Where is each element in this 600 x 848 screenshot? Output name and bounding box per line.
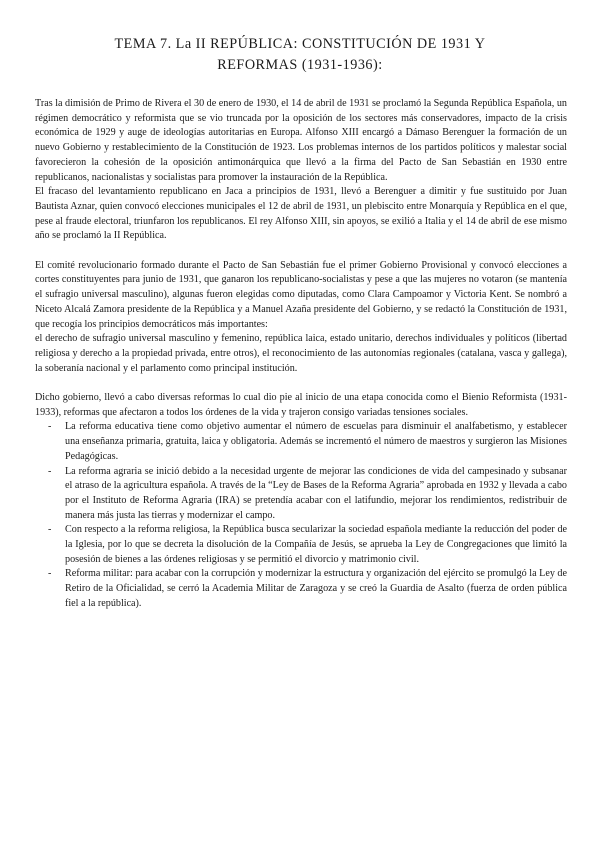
list-item-text: Reforma militar: para acabar con la corrupción y modernizar la estructura y organización del ejército se promulgó la Ley de Retiro de la Oficialidad, se cerró la Academia Militar de Zaragoza y se creó la Guardia de Asalto (fuerza de orden pública fiel a la república). xyxy=(65,568,567,609)
list-item-education-reform xyxy=(48,420,567,464)
reforms-list xyxy=(35,420,567,611)
document-body xyxy=(35,97,567,612)
title-line-1: TEMA 7. La II REPÚBLICA: CONSTITUCIÓN DE 1931 Y xyxy=(114,36,486,52)
paragraph-jaca: El fracaso del levantamiento republicano en Jaca a principios de 1931, llevó a Berenguer a dimitir y fue sustituido por Juan Bautista Aznar, quien convocó elecciones municipales el 12 de abril de 1931, un plebiscito entre Monarquía y República en el que, pese al fraude electoral, triunfaron los republicanos. El rey Alfonso XIII, sin apoyos, se exilió a Italia y el 14 de abril de ese mismo año se proclamó la II República. xyxy=(35,186,567,242)
list-item-text: Con respecto a la reforma religiosa, la República busca secularizar la sociedad española mediante la reducción del poder de la Iglesia, por lo que se decreta la disolución de la Compañía de Jesús, se aprueba la Ley de Congregaciones que limitó la posesión de bienes a las órdenes religiosas y se permitió el divorcio y matrimonio civil. xyxy=(65,524,567,565)
bullet-dash: - xyxy=(48,465,52,477)
paragraph-provisional-government: El comité revolucionario formado durante el Pacto de San Sebastián fue el primer Gobierno Provisional y convocó elecciones a cortes constituyentes para junio de 1931, que ganaron los republicano-socialistas y pese a que las mujeres no votaron (se mantenía el sufragio universal masculino), algunas fueron elegidas como diputadas, como Clara Campoamor y Victoria Kent. Se nombró a Niceto Alcalá Zamora presidente de la República y a Manuel Azaña presidente del Gobierno, y se redactó la Constitución de 1931, que recogía los principios democráticos más importantes: xyxy=(35,259,567,330)
bullet-dash: - xyxy=(48,524,52,536)
bullet-dash: - xyxy=(48,421,52,433)
paragraph-intro: Tras la dimisión de Primo de Rivera el 30 de enero de 1930, el 14 de abril de 1931 se proclamó la Segunda República Española, un régimen democrático y reformista que se vio truncada por la oposición de los sectores más conservadores, impacto de la crisis económica de 1929 y auge de ideologías autoritarias en Europa. Alfonso XIII encargó a Dámaso Berenguer la formación de un nuevo Gobierno y restablecimiento de la Constitución de 1923. Los problemas internos de los partidos políticos y malestar social favorecieron la cohesión de la oposición antimonárquica que llevó a la firma del Pacto de San Sebastián en 1930 entre republicanos, nacionalistas y socialistas para promover la instauración de la República. xyxy=(35,98,567,183)
paragraph-bienio-reformista: Dicho gobierno, llevó a cabo diversas reformas lo cual dio pie al inicio de una etapa conocida como el Bienio Reformista (1931-1933), reformas que afectaron a todos los órdenes de la vida y trajeron consigo variadas tensiones sociales. xyxy=(35,392,567,418)
list-item-text: La reforma agraria se inició debido a la necesidad urgente de mejorar las condiciones de vida del campesinado y subsanar el atraso de la agricultura española. A través de la “Ley de Bases de la Reforma Agraria” aprobada en 1932 y llevada a cabo por el Instituto de Reforma Agraria (IRA) se pretendía acabar con el latifundio, mejorar los rendimientos, redistribuir de manera más justa las tierras y modernizar el campo. xyxy=(65,465,567,521)
paragraph-constitution-principles: el derecho de sufragio universal masculino y femenino, república laica, estado unitario, derechos individuales y políticos (libertad religiosa y derecho a la propiedad privada, entre otros), el reconocimiento de las autonomías regionales (catalana, vasca y gallega), la soberanía nacional y el parlamento como principal institución. xyxy=(35,333,567,374)
document-title xyxy=(60,34,540,76)
title-line-2: REFORMAS (1931-1936): xyxy=(217,57,383,73)
bullet-dash: - xyxy=(48,568,52,580)
list-item-military-reform xyxy=(48,567,567,611)
list-item-religious-reform xyxy=(48,523,567,567)
list-item-text: La reforma educativa tiene como objetivo aumentar el número de escuelas para disminuir el analfabetismo, y establecer una enseñanza primaria, gratuita, laica y obligatoria. Además se incrementó el número de maestros y surgieron las Misiones Pedagógicas. xyxy=(65,421,567,462)
list-item-agrarian-reform xyxy=(48,465,567,524)
